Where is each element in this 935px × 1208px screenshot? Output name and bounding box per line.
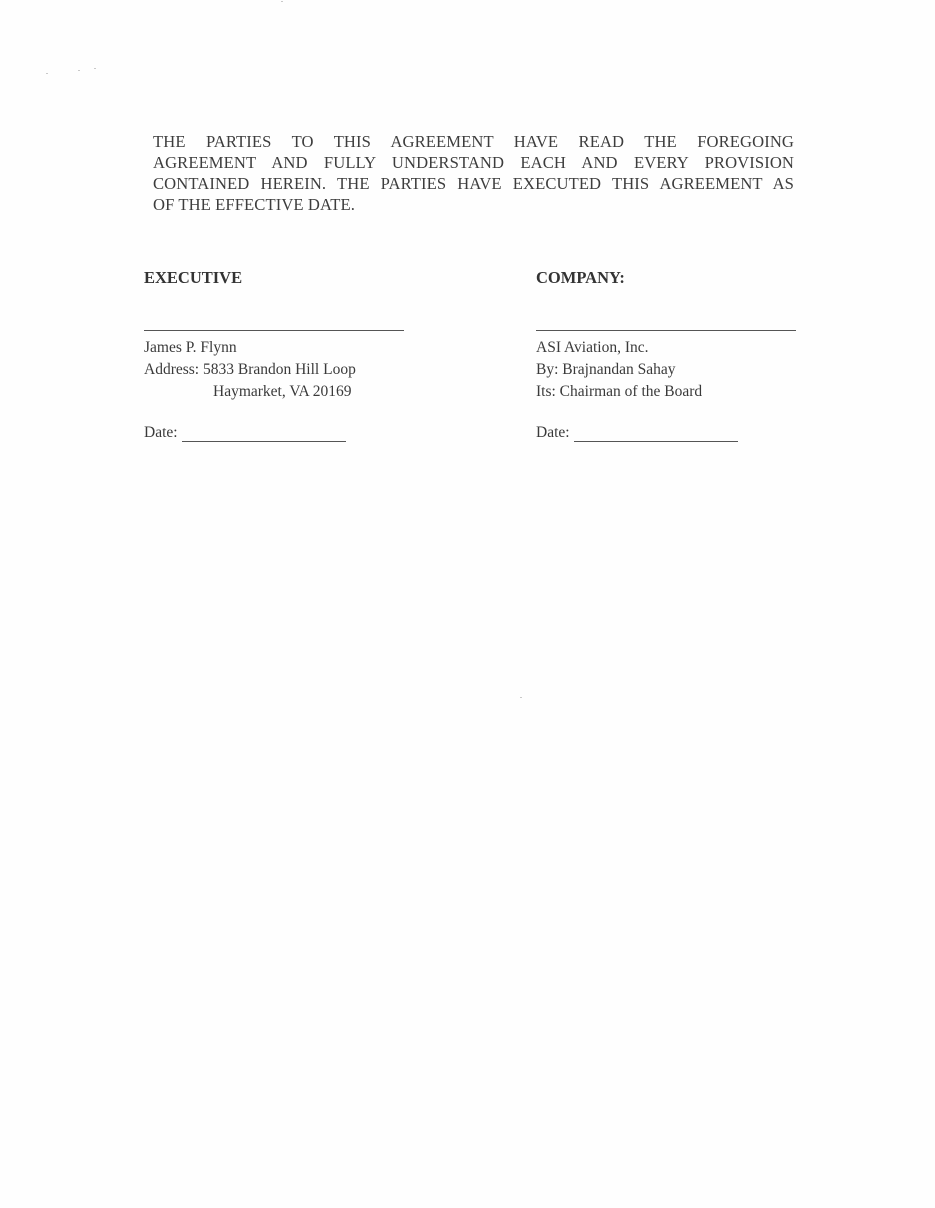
company-date-label: Date:	[536, 424, 570, 441]
executive-name: James P. Flynn	[144, 339, 237, 356]
company-name: ASI Aviation, Inc.	[536, 339, 649, 356]
executive-address-line1: Address: 5833 Brandon Hill Loop	[144, 361, 356, 378]
company-signatory-title: Its: Chairman of the Board	[536, 383, 703, 400]
closing-statement-line: OF THE EFFECTIVE DATE.	[153, 195, 355, 214]
executive-address-line2: Haymarket, VA 20169	[213, 383, 352, 400]
company-date-row	[536, 424, 738, 442]
closing-statement	[153, 131, 794, 215]
company-signatory: By: Brajnandan Sahay	[536, 361, 676, 378]
company-details	[536, 337, 702, 403]
executive-date-label: Date:	[144, 424, 178, 441]
closing-statement-line: CONTAINED HEREIN. THE PARTIES HAVE EXECUTED THIS AGREEMENT AS	[153, 174, 794, 193]
executive-date-row	[144, 424, 346, 442]
executive-heading: EXECUTIVE	[144, 268, 243, 287]
company-signature-line[interactable]	[536, 330, 796, 331]
closing-statement-line: THE PARTIES TO THIS AGREEMENT HAVE READ THE FOREGOING	[153, 132, 794, 151]
executive-date-field[interactable]	[182, 427, 346, 442]
executive-signature-line[interactable]	[144, 330, 404, 331]
closing-statement-line: AGREEMENT AND FULLY UNDERSTAND EACH AND EVERY PROVISION	[153, 153, 794, 172]
company-date-field[interactable]	[574, 427, 738, 442]
executive-details	[144, 337, 356, 403]
company-heading: COMPANY:	[536, 268, 625, 287]
